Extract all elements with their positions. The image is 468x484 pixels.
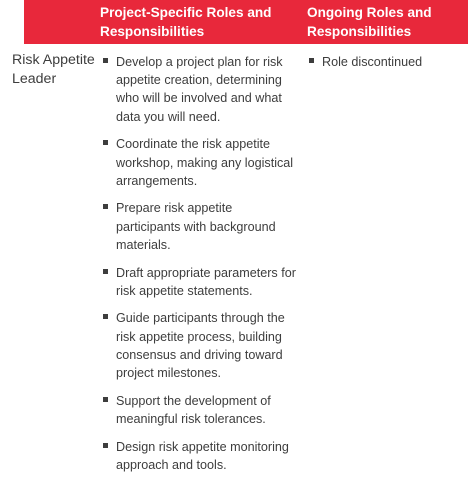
bullet-icon — [103, 314, 108, 319]
project-tasks-list — [103, 53, 299, 484]
list-item — [103, 53, 299, 126]
bullet-icon — [103, 269, 108, 274]
task-text: Prepare risk appetite participants with background materials. — [116, 201, 276, 252]
role-name: Risk Appetite Leader — [12, 52, 95, 87]
list-item — [103, 264, 299, 300]
list-item — [103, 135, 299, 190]
bullet-icon — [103, 397, 108, 402]
table-header — [24, 0, 468, 44]
task-text: Draft appropriate parameters for risk appetite statements. — [116, 265, 296, 298]
list-item — [103, 438, 299, 474]
task-text: Design risk appetite monitoring approach and tools. — [116, 439, 289, 472]
task-text: Support the development of meaningful risk tolerances. — [116, 393, 271, 426]
ongoing-text: Role discontinued — [322, 55, 423, 69]
bullet-icon — [103, 58, 108, 63]
header-ongoing-roles: Ongoing Roles and Responsibilities — [307, 5, 432, 39]
list-item — [309, 53, 449, 71]
bullet-icon — [103, 204, 108, 209]
header-project-roles: Project-Specific Roles and Responsibilities — [100, 5, 272, 39]
ongoing-roles-list — [309, 53, 449, 81]
task-text: Guide participants through the risk appetite process, building consensus and driving toward project milestones. — [116, 311, 285, 381]
list-item — [103, 309, 299, 382]
roles-table — [24, 0, 468, 44]
list-item — [103, 392, 299, 428]
task-text: Develop a project plan for risk appetite creation, determining who will be involved and what data you will need. — [116, 55, 283, 124]
bullet-icon — [309, 58, 314, 63]
bullet-icon — [103, 443, 108, 448]
list-item — [103, 199, 299, 254]
bullet-icon — [103, 140, 108, 145]
task-text: Coordinate the risk appetite workshop, making any logistical arrangements. — [116, 137, 294, 188]
